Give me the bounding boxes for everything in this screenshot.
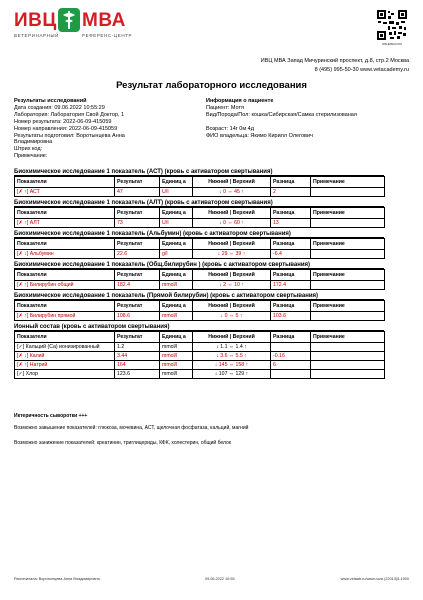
logo-subtitle-right: РЕФЕРЕНС-ЦЕНТР	[82, 33, 133, 38]
results-info-heading: Результаты исследований	[14, 98, 87, 104]
table-row	[15, 250, 385, 259]
results-sections	[14, 169, 385, 382]
cell-note	[311, 312, 385, 321]
results-info-line: Номер направления: 2022-06-09-415059	[14, 125, 118, 132]
results-info-line: Результаты подготовил: Воротынцева Анна	[14, 132, 125, 139]
results-table	[14, 300, 385, 321]
header-cell-result: Результат	[115, 270, 160, 281]
table-header-row	[15, 208, 385, 219]
cell-unit: mmol/l	[160, 352, 193, 361]
cell-param: [✗ ↑] Билирубин общий	[15, 281, 115, 290]
header-cell-result: Результат	[115, 177, 160, 188]
cell-param: [✓] Кальций (Ca) ионизированный	[15, 343, 115, 352]
section-title: Биохимическое исследование 1 показатель (Общ.билирубин ) (кровь с активатором свертывания)	[14, 262, 384, 269]
header-cell-result: Результат	[115, 301, 160, 312]
cell-note	[311, 250, 385, 259]
section-title: Биохимическое исследование 1 показатель (АЛТ) (кровь с активатором свертывания)	[14, 200, 384, 207]
logo-text-left: ИВЦ	[14, 10, 57, 31]
header-cell-note: Примечание	[311, 270, 385, 281]
results-info	[14, 98, 194, 160]
logo-right	[82, 10, 126, 32]
results-info-line: Владимировна	[14, 139, 53, 146]
section-title: Биохимическое исследование 1 показатель (Прямой билирубин) (кровь с активатором свертывания)	[14, 293, 384, 300]
header-cell-param: Показатели	[15, 208, 115, 219]
table-row	[15, 343, 385, 352]
cell-diff: -6.4	[271, 250, 311, 259]
header-cell-param: Показатели	[15, 177, 115, 188]
header-cell-param: Показатели	[15, 239, 115, 250]
cell-range: ↓ 0 ⇔ 60 ↑	[193, 219, 271, 228]
header-cell-range: Нижний | Верхний	[193, 208, 271, 219]
cell-param: [✗ ↓] Альбумин	[15, 250, 115, 259]
cell-unit: U/I	[160, 188, 193, 197]
header-cell-diff: Разница	[271, 239, 311, 250]
cell-note	[311, 219, 385, 228]
cell-note	[311, 343, 385, 352]
cell-range: ↓ 3.6 ⇔ 5.5 ↑	[193, 352, 271, 361]
results-info-line: Дата создания: 09.06.2022 10:55:29	[14, 104, 105, 111]
logo	[14, 10, 57, 32]
table-header-row	[15, 301, 385, 312]
cell-param: [✗ ↑] АСТ	[15, 188, 115, 197]
table-row	[15, 361, 385, 370]
header-cell-range: Нижний | Верхний	[193, 177, 271, 188]
cell-diff: 6	[271, 361, 311, 370]
header-cell-result: Результат	[115, 208, 160, 219]
cell-result: 108.6	[115, 312, 160, 321]
cell-range: ↓ 145 ⇔ 158 ↑	[193, 361, 271, 370]
cell-note	[311, 281, 385, 290]
patient-info-heading: Информация о пациенте	[206, 98, 274, 104]
table-row	[15, 219, 385, 228]
header-cell-param: Показатели	[15, 332, 115, 343]
header-cell-unit: Единиц а	[160, 270, 193, 281]
header-cell-note: Примечание	[311, 208, 385, 219]
table-row	[15, 281, 385, 290]
cell-diff: 2	[271, 188, 311, 197]
header-cell-note: Примечание	[311, 177, 385, 188]
results-table	[14, 207, 385, 228]
logo-emblem-icon	[58, 8, 80, 32]
table-header-row	[15, 177, 385, 188]
header-cell-diff: Разница	[271, 270, 311, 281]
header-cell-range: Нижний | Верхний	[193, 301, 271, 312]
document-title: Результат лабораторного исследования	[116, 80, 307, 91]
patient-info-line: Вид/Порода/Пол: кошка/Сибирская/Самка стерилизованая	[206, 111, 357, 118]
cell-range: ↓ 29 ⇔ 39 ↑	[193, 250, 271, 259]
results-table	[14, 331, 385, 379]
cell-unit: mmol/l	[160, 361, 193, 370]
results-info-line: Примечание:	[14, 153, 48, 160]
cell-range: ↓ 1.1 ⇔ 1.4 ↑	[193, 343, 271, 352]
header-cell-unit: Единиц а	[160, 332, 193, 343]
footer-prepared: Распечатала: Воротынцева Анна Владимировна	[14, 577, 100, 581]
caduceus-icon	[58, 8, 80, 32]
document-title-wrap	[0, 80, 423, 91]
cell-range: ↓ 2 ⇔ 10 ↑	[193, 281, 271, 290]
qr-caption: ИВЦМВАСОМ	[382, 42, 402, 46]
cell-result: 1.2	[115, 343, 160, 352]
section-title: Биохимическое исследование 1 показатель (Альбумин) (кровь с активатором свертывания)	[14, 231, 384, 238]
cell-unit: g/l	[160, 250, 193, 259]
cell-unit: mmol/l	[160, 343, 193, 352]
patient-info-line	[206, 119, 411, 126]
table-row	[15, 352, 385, 361]
header-cell-diff: Разница	[271, 208, 311, 219]
section-title: Биохимическое исследование 1 показатель (АСТ) (кровь с активатором свертывания)	[14, 169, 384, 176]
header-cell-unit: Единиц а	[160, 239, 193, 250]
header-cell-result: Результат	[115, 239, 160, 250]
cell-range: ↓ 0 ⇔ 45 ↑	[193, 188, 271, 197]
cell-diff: 172.4	[271, 281, 311, 290]
header-cell-range: Нижний | Верхний	[193, 332, 271, 343]
cell-range: ↓ 0 ⇔ 5 ↑	[193, 312, 271, 321]
results-table	[14, 176, 385, 197]
cell-result: 182.4	[115, 281, 160, 290]
cell-range: ↓ 107 ⇔ 129 ↑	[193, 370, 271, 379]
cell-result: 164	[115, 361, 160, 370]
table-header-row	[15, 239, 385, 250]
clinic-address: ИВЦ МВА Запад Мичуринский проспект, д.8, стр.2 Москва	[260, 58, 409, 64]
table-header-row	[15, 270, 385, 281]
patient-info	[206, 98, 411, 139]
cell-param: [✗ ↑] Билирубин прямой	[15, 312, 115, 321]
table-row	[15, 188, 385, 197]
results-info-line: Номер результата: 2022-06-09-415059	[14, 118, 112, 125]
header-cell-param: Показатели	[15, 270, 115, 281]
header-cell-note: Примечание	[311, 301, 385, 312]
cell-note	[311, 188, 385, 197]
results-info-line: Штрих код:	[14, 146, 43, 153]
results-table	[14, 238, 385, 259]
logo-text-right: МВА	[82, 10, 126, 31]
patient-info-line: Возраст: 14г 0м 4д	[206, 125, 254, 132]
header-cell-diff: Разница	[271, 332, 311, 343]
cell-param: [✓] Хлор	[15, 370, 115, 379]
header-cell-param: Показатели	[15, 301, 115, 312]
cell-unit: U/I	[160, 219, 193, 228]
note-decrease: Возможно занижение показателей: креатинин, триглицериды, КФК, холестерин, общий белок	[14, 440, 231, 446]
cell-diff: -0.16	[271, 352, 311, 361]
header-cell-range: Нижний | Верхний	[193, 239, 271, 250]
header-cell-diff: Разница	[271, 177, 311, 188]
header-cell-range: Нижний | Верхний	[193, 270, 271, 281]
note-icteric: Иктеричность сыворотки +++	[14, 413, 88, 419]
cell-result: 73	[115, 219, 160, 228]
cell-diff: 13	[271, 219, 311, 228]
cell-note	[311, 361, 385, 370]
patient-info-line: Пациент: Мотя	[206, 104, 244, 111]
table-header-row	[15, 332, 385, 343]
cell-result: 123.6	[115, 370, 160, 379]
cell-diff: 103.6	[271, 312, 311, 321]
cell-diff	[271, 343, 311, 352]
header-cell-note: Примечание	[311, 239, 385, 250]
header-cell-result: Результат	[115, 332, 160, 343]
footer-site: www.vetaab.ru/www.ruza (22013)5-1900	[340, 577, 409, 581]
cell-note	[311, 370, 385, 379]
cell-unit: mmol/l	[160, 312, 193, 321]
cell-result: 47	[115, 188, 160, 197]
logo-subtitle-left: ВЕТЕРИНАРНЫЙ	[14, 33, 59, 38]
qr-code-icon	[377, 10, 407, 40]
table-row	[15, 312, 385, 321]
cell-unit: mmol/l	[160, 281, 193, 290]
header-cell-unit: Единиц а	[160, 208, 193, 219]
cell-param: [✗ ↓] Калий	[15, 352, 115, 361]
cell-result: 3.44	[115, 352, 160, 361]
cell-param: [✗ ↑] Натрий	[15, 361, 115, 370]
header-cell-unit: Единиц а	[160, 177, 193, 188]
clinic-contacts: 8 (495) 995-50-30 www.vetacademy.ru	[314, 67, 409, 73]
cell-note	[311, 352, 385, 361]
results-table	[14, 269, 385, 290]
header-cell-diff: Разница	[271, 301, 311, 312]
table-row	[15, 370, 385, 379]
header-cell-unit: Единиц а	[160, 301, 193, 312]
footer-datetime: 09.06.2022 10:55	[205, 577, 235, 581]
header-cell-note: Примечание	[311, 332, 385, 343]
cell-result: 22.6	[115, 250, 160, 259]
cell-diff	[271, 370, 311, 379]
note-increase: Возможно завышение показателей: глюкоза, мочевина, АСТ, щелочная фосфатаза, кальций, магний	[14, 425, 249, 431]
cell-unit: mmol/l	[160, 370, 193, 379]
results-info-line: Лаборатория: Лаборатория Свой Доктор, 1	[14, 111, 125, 118]
qr-code	[377, 10, 407, 40]
section-title: Ионный состав (кровь с активатором свертывания)	[14, 324, 384, 331]
patient-info-line: ФИО владельца: Якимо Кирилл Олегович	[206, 132, 313, 139]
cell-param: [✗ ↑] АЛТ	[15, 219, 115, 228]
